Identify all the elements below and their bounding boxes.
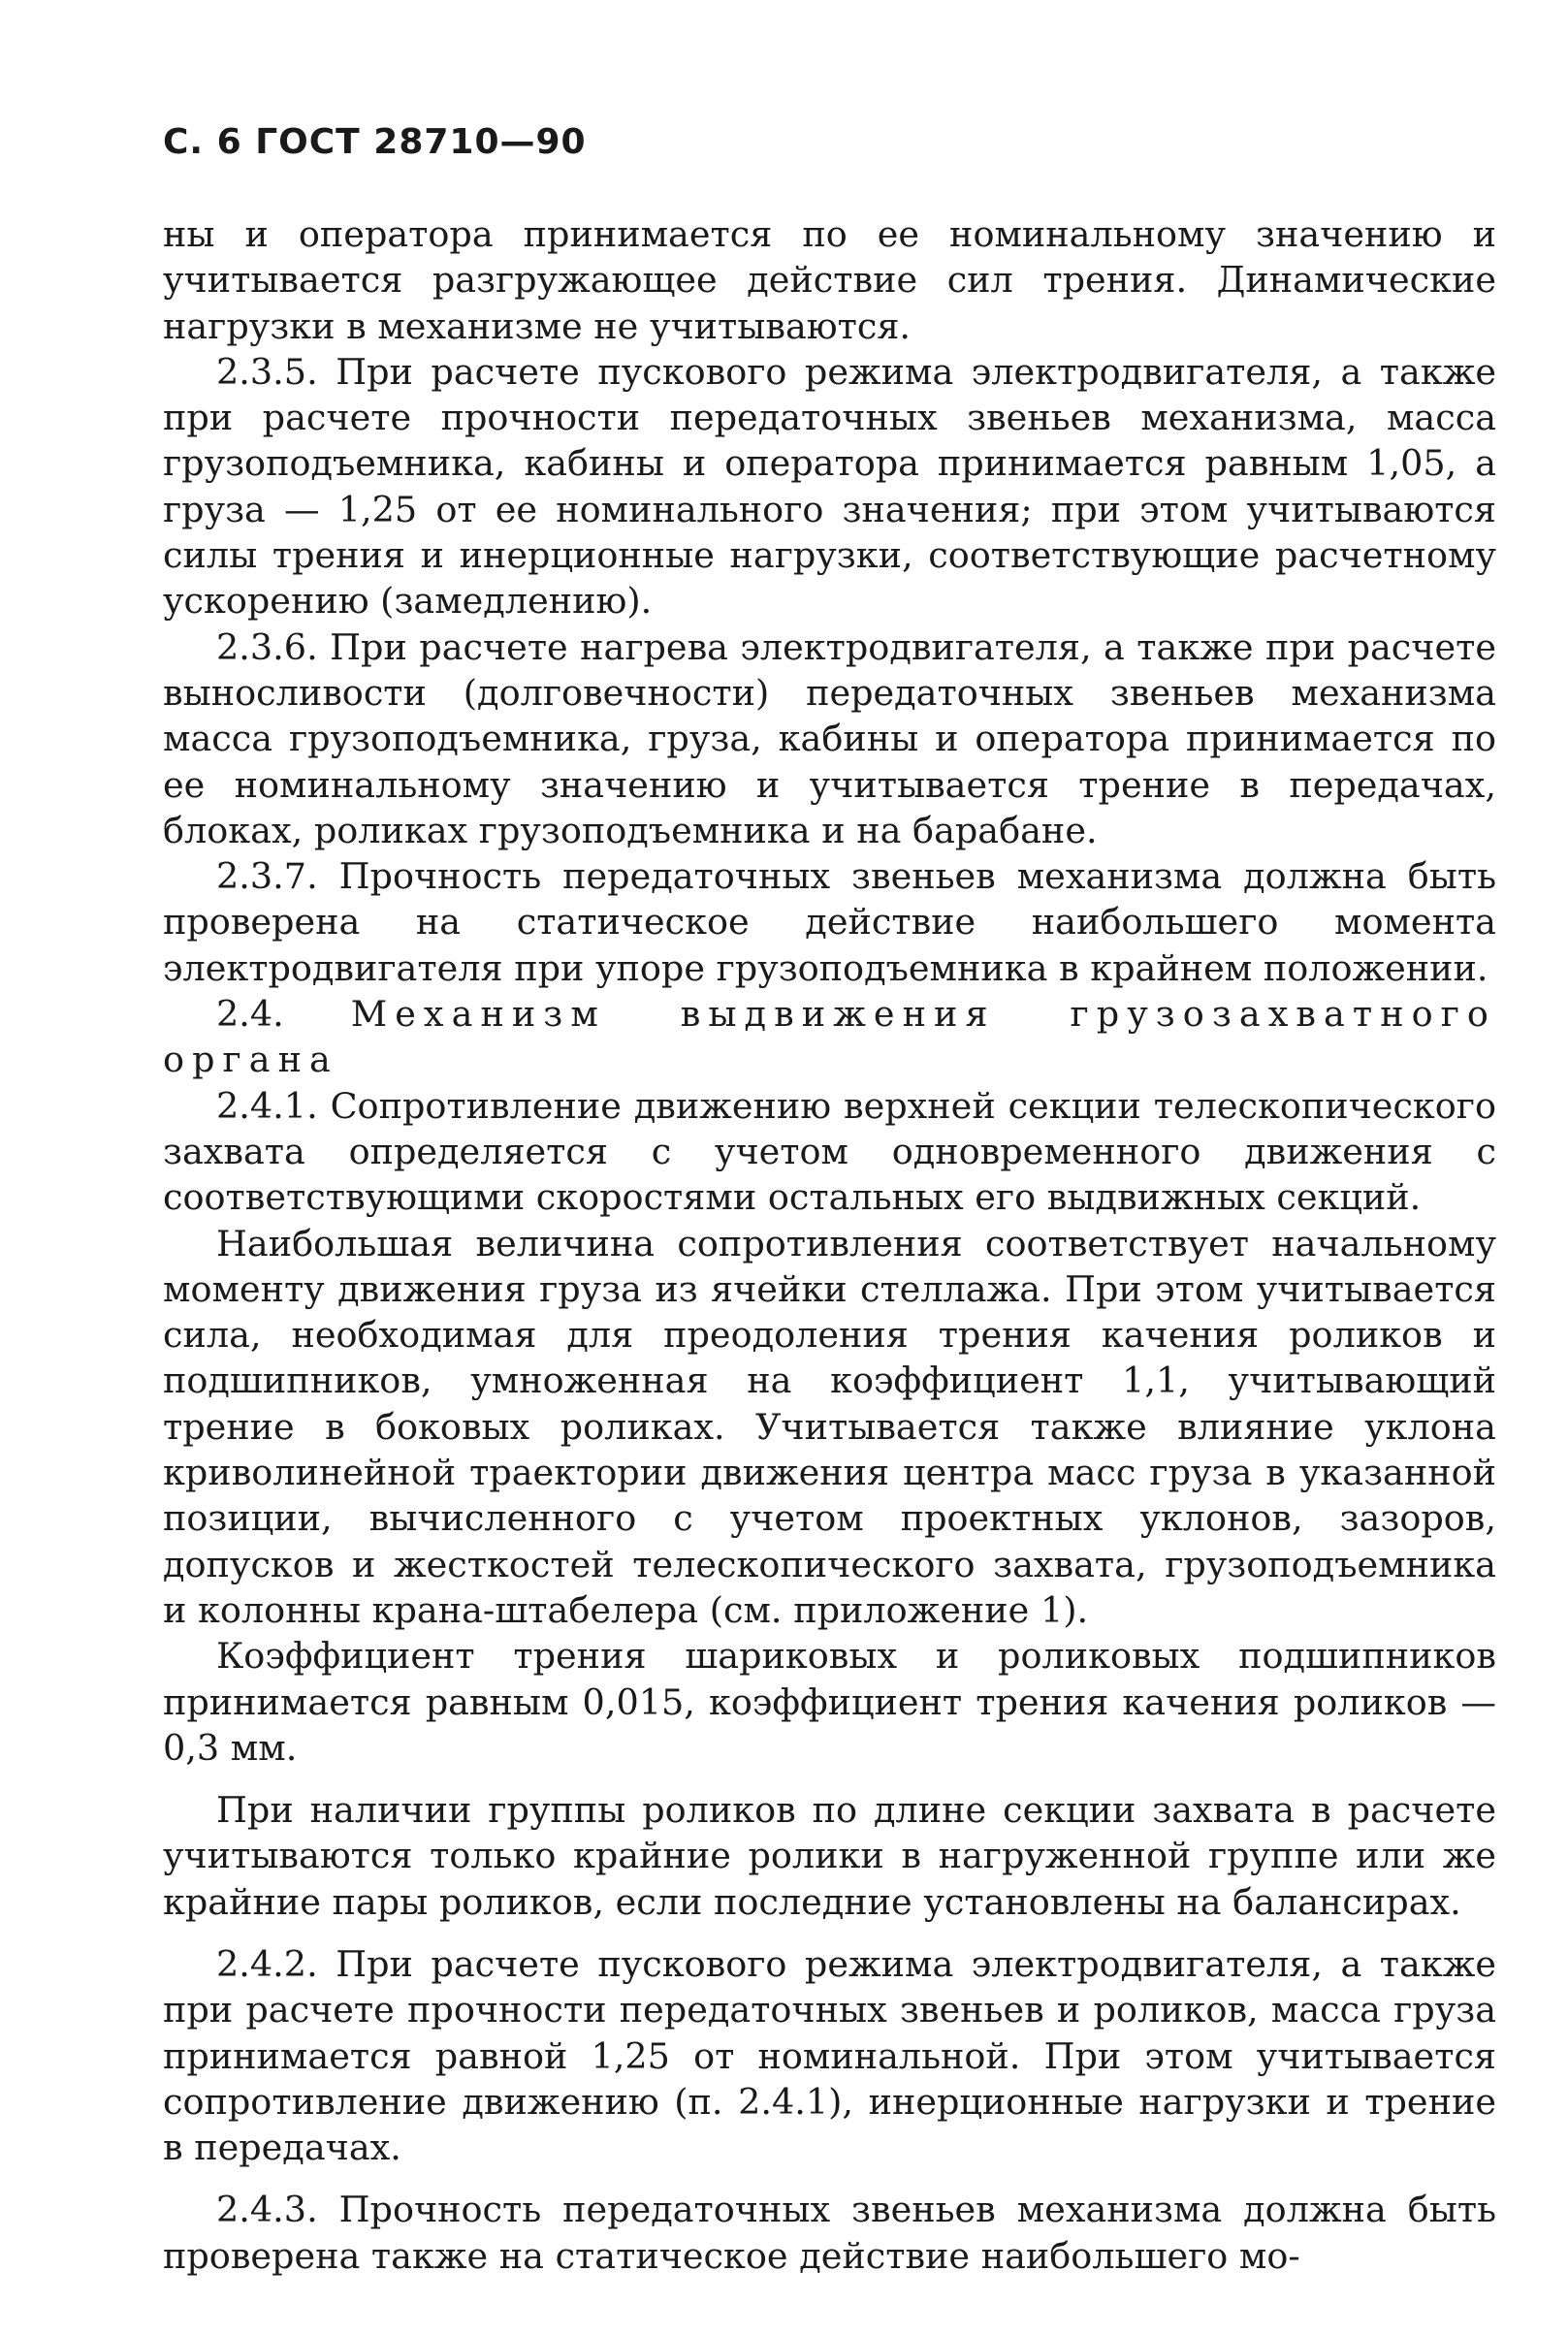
paragraph-max-resistance: Наибольшая величина сопротивления соответствует начальному моменту движения груза из ячейки стеллажа. При этом учитывается сила, необходимая для преодоления трения качения роликов и подшипников, умноженная на коэффициент 1,1, учитывающий трение в боковых роликах. Учитывается также влияние уклона криволинейной траектории движения центра масс груза в указанной позиции, вычисленного с учетом проектных уклонов, зазоров, допусков и жесткостей телескопического захвата, грузоподъемника и колонны крана-штабелера (см. приложение 1). [163,1222,1496,1631]
section-heading-2-4 [163,991,1496,1037]
paragraph-2-4-2: 2.4.2. При расчете пускового режима электродвигателя, а также при расчете прочности передаточных звеньев и роликов, масса груза принимается равной 1,25 от номинальной. При этом учитывается сопротивление движению (п. 2.4.1), инерционные нагрузки и трение в передачах. [163,1942,1496,2169]
paragraph-2-3-6: 2.3.6. При расчете нагрева электродвигателя, а также при расчете выносливости (долговечности) передаточных звеньев механизма масса грузоподъемника, груза, кабины и оператора принимается по ее номинальному значению и учитывается трение в передачах, блоках, роликах грузоподъемника и на барабане. [163,625,1496,851]
paragraph-2-3-5: 2.3.5. При расчете пускового режима электродвигателя, а также при расчете прочности передаточных звеньев механизма, масса грузоподъемника, кабины и оператора принимается равным 1,05, а груза — 1,25 от ее номинального значения; при этом учитываются силы трения и инерционные нагрузки, соответствующие расчетному ускорению (замедлению). [163,350,1496,623]
section-number: 2.4. [216,993,284,1036]
paragraph-continuation: ны и оператора принимается по ее номинальному значению и учитывается разгружающее действие сил трения. Динамические нагрузки в механизме не учитываются. [163,213,1496,347]
section-title-line2: органа [163,1039,338,1081]
page-header: С. 6 ГОСТ 28710—90 [163,122,587,162]
paragraph-2-4-3: 2.4.3. Прочность передаточных звеньев механизма должна быть проверена также на статическое действие наибольшего мо- [163,2189,1496,2277]
paragraph-roller-group: При наличии группы роликов по длине секции захвата в расчете учитываются только крайние ролики в нагруженной группе или же крайние пары роликов, если последние установлены на балансирах. [163,1789,1496,1923]
paragraph-2-4-1: 2.4.1. Сопротивление движению верхней секции телескопического захвата определяется с учетом одновременного движения с соответствующими скоростями остальных его выдвижных секций. [163,1084,1496,1219]
paragraph-2-3-7: 2.3.7. Прочность передаточных звеньев механизма должна быть проверена на статическое действие наибольшего момента электродвигателя при упоре грузоподъемника в крайнем положении. [163,855,1496,989]
paragraph-friction-coefficient: Коэффициент трения шариковых и роликовых подшипников принимается равным 0,015, коэффициент трения качения роликов — 0,3 мм. [163,1635,1496,1769]
document-body [163,211,1496,2279]
section-title-line1: Механизм выдвижения грузозахватного [350,993,1496,1036]
